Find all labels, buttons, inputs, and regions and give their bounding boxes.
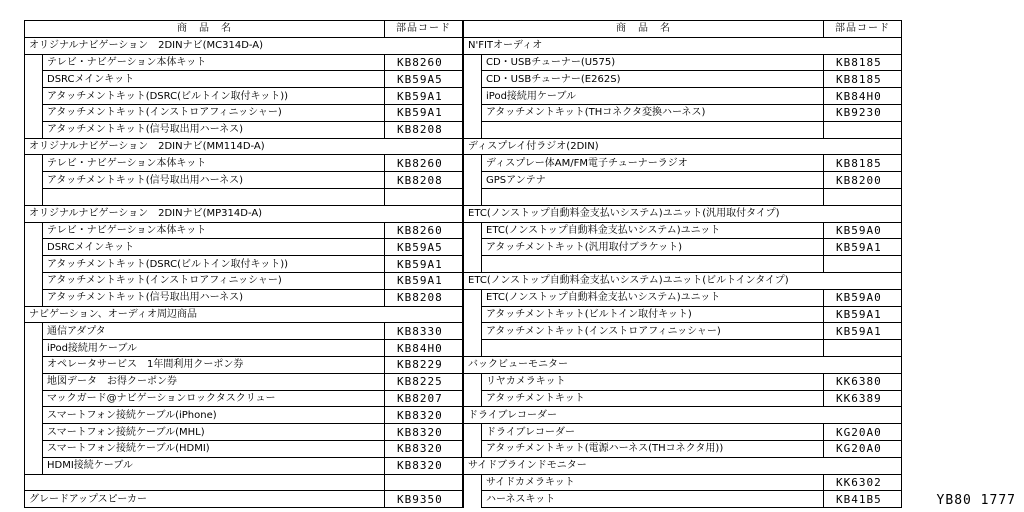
item-name: アタッチメントキット(インストロアフィニッシャー) [482,323,824,340]
item-name: iPod接続用ケーブル [482,88,824,105]
part-code: KB8320 [385,457,463,474]
category-row [25,138,463,155]
category-name: ETC(ノンストップ自動料金支払いシステム)ユニット(汎用取付タイプ) [464,205,824,222]
item-name: ETC(ノンストップ自動料金支払いシステム)ユニット [482,289,824,306]
part-code [824,205,902,222]
item-name [482,121,824,138]
part-code: KG20A0 [824,424,902,441]
item-name: アタッチメントキット(電源ハーネス(THコネクタ用)) [482,440,824,457]
part-code: KB8320 [385,424,463,441]
category-row [25,306,463,323]
category-row [25,37,463,54]
part-code: KB8260 [385,155,463,172]
table-row [464,121,902,138]
indent-cell [464,104,482,121]
part-code: KB9350 [385,491,463,508]
part-code [824,457,902,474]
item-name: グレードアップスピーカー [25,491,385,508]
indent-cell [25,222,43,239]
indent-cell [25,256,43,273]
part-code: KB59A1 [824,239,902,256]
table-row [464,289,902,306]
item-name: テレビ・ナビゲーション本体キット [43,155,385,172]
right-parts-table [463,20,902,508]
part-code [824,138,902,155]
part-code: KB8330 [385,323,463,340]
part-code: KB59A1 [385,256,463,273]
part-code: KB8185 [824,71,902,88]
part-code [385,306,463,323]
table-row [25,239,463,256]
item-name: アタッチメントキット(DSRC(ビルトイン取付キット)) [43,256,385,273]
table-row [464,373,902,390]
category-name: ETC(ノンストップ自動料金支払いシステム)ユニット(ビルトインタイプ) [464,272,824,289]
table-row [25,155,463,172]
category-name: ナビゲーション、オーディオ周辺商品 [25,306,385,323]
left-header-row [25,21,463,38]
indent-cell [464,256,482,273]
item-name: 地図データ お得クーポン券 [43,373,385,390]
indent-cell [25,104,43,121]
part-code [824,356,902,373]
category-name: バックビューモニター [464,356,824,373]
item-name: テレビ・ナビゲーション本体キット [43,222,385,239]
table-row [464,323,902,340]
indent-cell [464,440,482,457]
part-code: KB8260 [385,222,463,239]
part-code [824,121,902,138]
part-code [824,256,902,273]
item-name: DSRCメインキット [43,71,385,88]
item-name: アタッチメントキット(信号取出用ハーネス) [43,289,385,306]
indent-cell [25,272,43,289]
part-code: KB8208 [385,289,463,306]
item-name: ドライブレコーダー [482,424,824,441]
indent-cell [25,71,43,88]
part-code: KB59A5 [385,239,463,256]
item-name [482,340,824,357]
indent-cell [25,323,43,340]
item-name: リヤカメラキット [482,373,824,390]
item-name: アタッチメントキット(信号取出用ハーネス) [43,121,385,138]
part-code: KB59A1 [385,104,463,121]
part-code: KB59A1 [385,272,463,289]
part-code [824,340,902,357]
indent-cell [464,340,482,357]
part-code: KB8208 [385,121,463,138]
indent-cell [25,457,43,474]
table-row [25,289,463,306]
table-row [25,340,463,357]
part-code: KB8207 [385,390,463,407]
indent-cell [25,407,43,424]
part-code [385,474,463,491]
category-name: オリジナルナビゲーション 2DINナビ(MM114D-A) [25,138,385,155]
indent-cell [464,390,482,407]
table-row [25,172,463,189]
indent-cell [25,239,43,256]
part-code: KK6302 [824,474,902,491]
table-row [25,356,463,373]
table-row [25,407,463,424]
part-code: KB41B5 [824,491,902,508]
table-row [25,323,463,340]
part-code [824,188,902,205]
table-row [464,88,902,105]
item-name: 通信アダプタ [43,323,385,340]
category-row [464,407,902,424]
table-row [25,424,463,441]
table-row [25,121,463,138]
item-name: アタッチメントキット(THコネクタ変換ハーネス) [482,104,824,121]
item-name: CD・USBチューナー(U575) [482,54,824,71]
part-code: KB84H0 [385,340,463,357]
indent-cell [25,340,43,357]
table-row [25,390,463,407]
right-header-code: 部品コード [824,21,902,38]
indent-cell [25,289,43,306]
indent-cell [464,289,482,306]
part-code: KG20A0 [824,440,902,457]
table-row [464,256,902,273]
diagram-code: YB80 1777 [936,493,1016,508]
item-name: アタッチメントキット(ビルトイン取付キット) [482,306,824,323]
table-row [464,424,902,441]
item-name [43,188,385,205]
indent-cell [25,424,43,441]
part-code: KB8260 [385,54,463,71]
item-name [482,188,824,205]
item-name: オペレータサービス 1年間利用クーポン券 [43,356,385,373]
item-name: ハーネスキット [482,491,824,508]
category-row [464,205,902,222]
indent-cell [464,88,482,105]
indent-cell [25,356,43,373]
part-code: KB8208 [385,172,463,189]
item-name: テレビ・ナビゲーション本体キット [43,54,385,71]
part-code: KB59A1 [824,306,902,323]
category-name: オリジナルナビゲーション 2DINナビ(MP314D-A) [25,205,385,222]
indent-cell [464,424,482,441]
table-row [464,491,902,508]
table-row [25,54,463,71]
part-code [385,188,463,205]
right-header-name: 商 品 名 [464,21,824,38]
table-row [25,440,463,457]
item-name: iPod接続用ケーブル [43,340,385,357]
item-name: アタッチメントキット [482,390,824,407]
indent-cell [464,172,482,189]
table-row [25,474,463,491]
category-row [464,138,902,155]
table-row [25,272,463,289]
indent-cell [25,54,43,71]
category-row [25,205,463,222]
part-code [824,37,902,54]
part-code: KB59A5 [385,71,463,88]
part-code: KB8229 [385,356,463,373]
category-name: オリジナルナビゲーション 2DINナビ(MC314D-A) [25,37,385,54]
table-row [464,71,902,88]
indent-cell [25,373,43,390]
part-code [824,407,902,424]
indent-cell [464,306,482,323]
indent-cell [464,323,482,340]
indent-cell [464,373,482,390]
part-code: KB59A1 [824,323,902,340]
category-name: ディスプレイ付ラジオ(2DIN) [464,138,824,155]
part-code [385,205,463,222]
table-row [464,239,902,256]
indent-cell [25,172,43,189]
indent-cell [464,188,482,205]
indent-cell [464,239,482,256]
table-row [464,340,902,357]
item-name: アタッチメントキット(インストロアフィニッシャー) [43,104,385,121]
category-name: ドライブレコーダー [464,407,824,424]
left-parts-table [24,20,463,508]
left-table-body [25,37,463,507]
part-code: KB8185 [824,155,902,172]
table-row [464,474,902,491]
indent-cell [25,121,43,138]
part-code [385,37,463,54]
indent-cell [25,440,43,457]
category-row [464,272,902,289]
table-row [464,188,902,205]
part-code: KB59A0 [824,222,902,239]
table-row [464,172,902,189]
part-code: KK6389 [824,390,902,407]
item-name: GPSアンテナ [482,172,824,189]
part-code: KK6380 [824,373,902,390]
item-name: マックガード@ナビゲーションロックタスクリュー [43,390,385,407]
category-row [464,356,902,373]
part-code: KB59A0 [824,289,902,306]
indent-cell [464,222,482,239]
left-header-name: 商 品 名 [25,21,385,38]
item-name: ETC(ノンストップ自動料金支払いシステム)ユニット [482,222,824,239]
table-row [464,390,902,407]
indent-cell [464,491,482,508]
indent-cell [464,121,482,138]
category-row [464,457,902,474]
table-row [25,188,463,205]
indent-cell [464,54,482,71]
right-header-row [464,21,902,38]
item-name: スマートフォン接続ケーブル(MHL) [43,424,385,441]
part-code: KB9230 [824,104,902,121]
table-row [25,222,463,239]
item-name: アタッチメントキット(信号取出用ハーネス) [43,172,385,189]
indent-cell [25,390,43,407]
table-row [464,222,902,239]
part-code: KB8225 [385,373,463,390]
item-name [25,474,385,491]
table-row [25,373,463,390]
item-name: HDMI接続ケーブル [43,457,385,474]
item-name: アタッチメントキット(DSRC(ビルトイン取付キット)) [43,88,385,105]
part-code [824,272,902,289]
part-code [385,138,463,155]
item-name [482,256,824,273]
table-row [25,457,463,474]
table-row [25,256,463,273]
item-name: アタッチメントキット(汎用取付ブラケット) [482,239,824,256]
category-row [464,37,902,54]
item-name: サイドカメラキット [482,474,824,491]
category-name: N'FITオーディオ [464,37,824,54]
indent-cell [25,188,43,205]
item-name: ディスプレー体AM/FM電子チューナーラジオ [482,155,824,172]
indent-cell [464,71,482,88]
item-name: スマートフォン接続ケーブル(iPhone) [43,407,385,424]
category-name: サイドブラインドモニター [464,457,824,474]
table-row [464,440,902,457]
part-code: KB84H0 [824,88,902,105]
indent-cell [464,474,482,491]
table-row [25,491,463,508]
indent-cell [464,155,482,172]
item-name: スマートフォン接続ケーブル(HDMI) [43,440,385,457]
part-code: KB8320 [385,440,463,457]
part-code: KB8320 [385,407,463,424]
item-name: CD・USBチューナー(E262S) [482,71,824,88]
indent-cell [25,155,43,172]
table-row [464,155,902,172]
part-code: KB59A1 [385,88,463,105]
table-row [464,54,902,71]
part-code: KB8185 [824,54,902,71]
right-table-body [464,37,902,507]
left-header-code: 部品コード [385,21,463,38]
indent-cell [25,88,43,105]
table-row [464,306,902,323]
item-name: DSRCメインキット [43,239,385,256]
table-row [464,104,902,121]
table-row [25,71,463,88]
table-row [25,88,463,105]
part-code: KB8200 [824,172,902,189]
item-name: アタッチメントキット(インストロアフィニッシャー) [43,272,385,289]
table-row [25,104,463,121]
